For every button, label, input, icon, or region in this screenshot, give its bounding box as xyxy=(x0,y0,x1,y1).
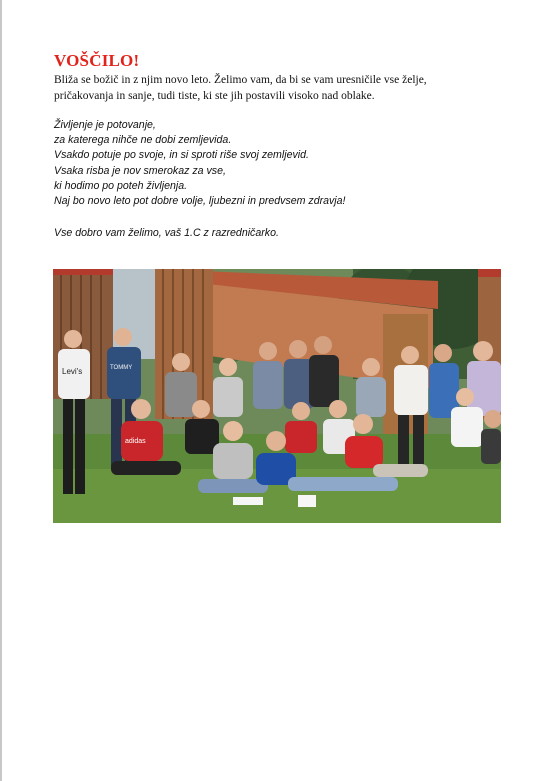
shirt-print-tommy: TOMMY xyxy=(110,365,133,371)
poem-line: Naj bo novo leto pot dobre volje, ljubezni in predvsem zdravja! xyxy=(54,195,346,208)
poem-line: Vsakdo potuje po svoje, in si sproti riše svoj zemljevid. xyxy=(54,149,309,162)
shirt-print-levis: Levi's xyxy=(62,367,83,376)
greeting-intro xyxy=(54,72,434,104)
poem-line: ki hodimo po poteh življenja. xyxy=(54,179,188,192)
poem-line: Vsaka risba je nov smerokaz za vse, xyxy=(54,164,226,177)
poem-line: za katerega nihče ne dobi zemljevida. xyxy=(54,134,232,147)
shirt-print-adidas: adidas xyxy=(125,438,146,445)
poem-line: Življenje je potovanje, xyxy=(54,119,156,131)
group-photo-illustration xyxy=(53,269,501,523)
poem xyxy=(54,118,346,209)
greeting-title: VOŠČILO! xyxy=(54,51,140,70)
intro-line-2: pričakovanja in sanje, tudi tiste, ki ste jih postavili visoko nad oblake. xyxy=(54,90,375,102)
page-edge xyxy=(0,0,2,781)
intro-line-1: Bliža se božič in z njim novo leto. Želimo vam, da bi se vam uresničile vse želje, xyxy=(54,74,427,86)
closing-signature: Vse dobro vam želimo, vaš 1.C z razredničarko. xyxy=(54,227,279,239)
class-group-photo xyxy=(53,269,501,523)
